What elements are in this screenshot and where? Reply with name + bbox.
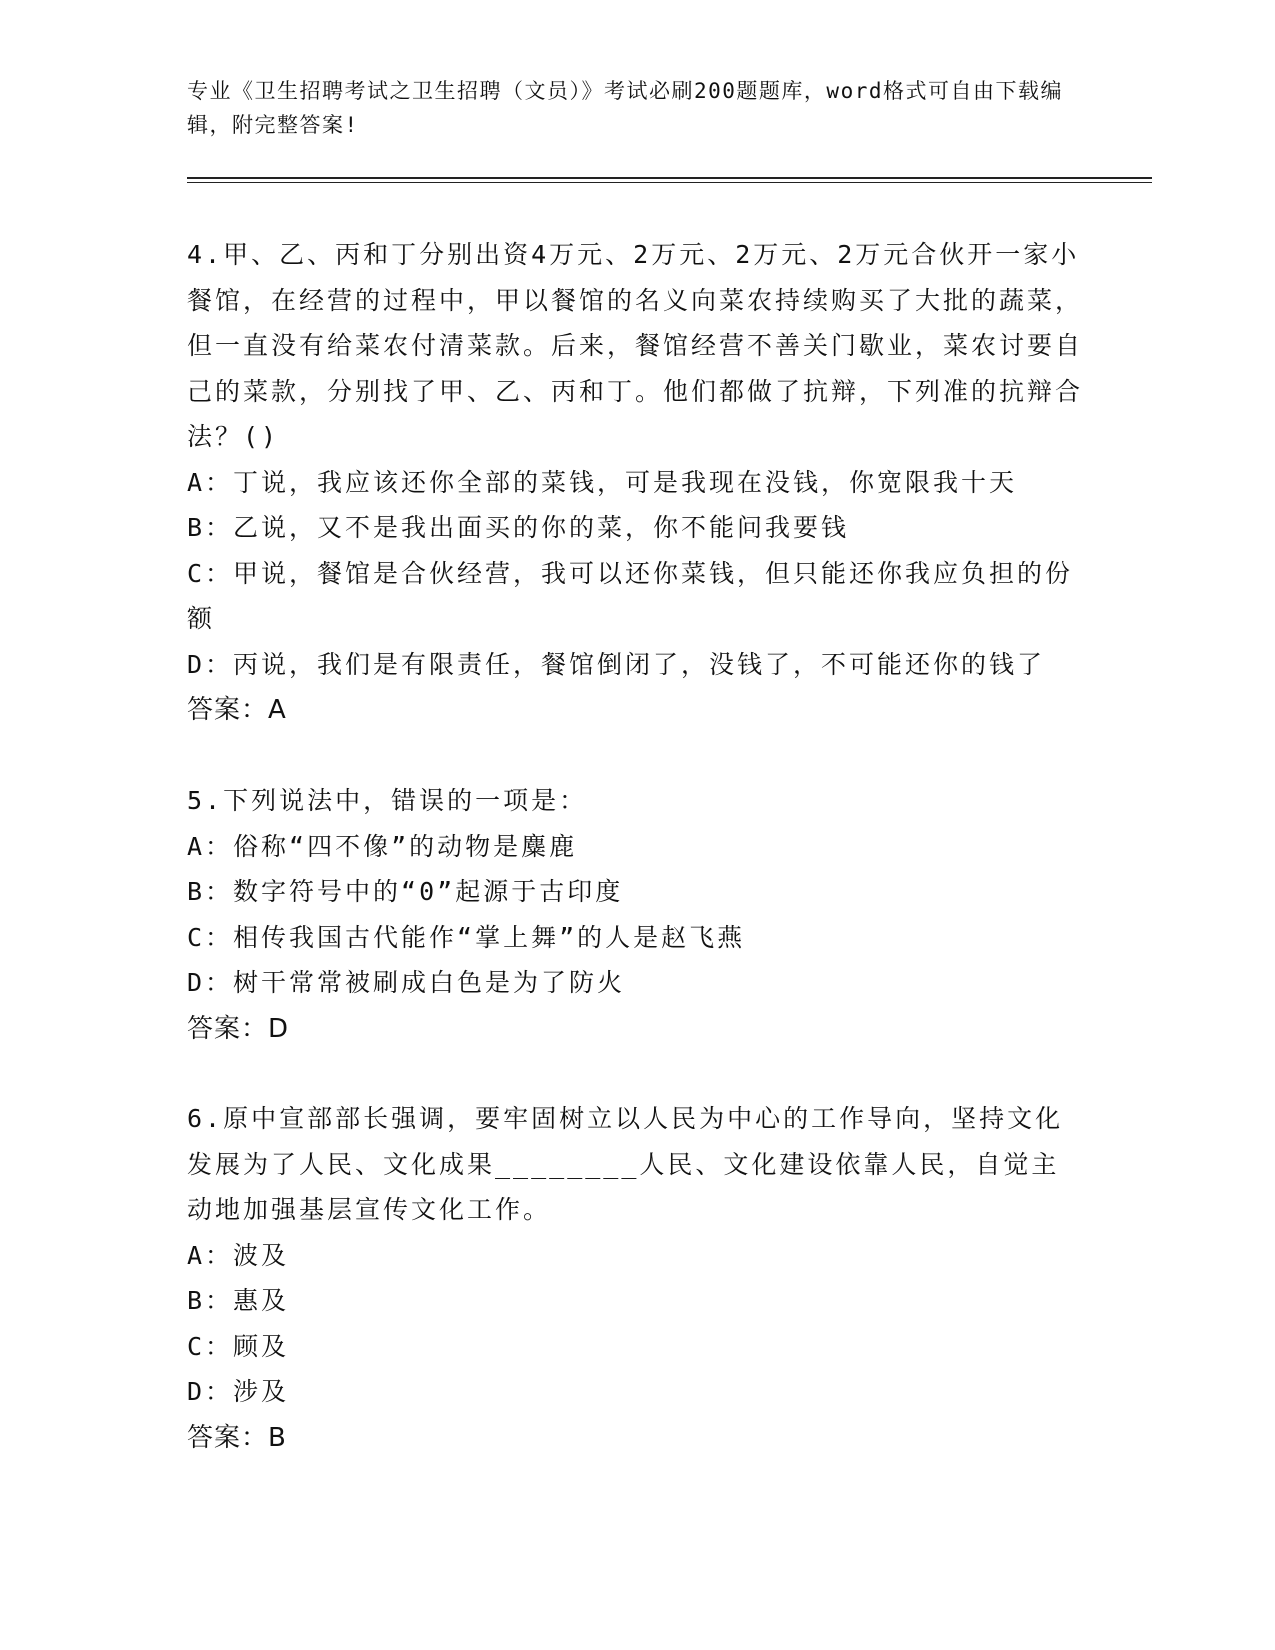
- option-c: C：相传我国古代能作“掌上舞”的人是赵飞燕: [187, 922, 746, 952]
- option-c: C：顾及: [187, 1331, 290, 1361]
- question-stem: 4.甲、乙、丙和丁分别出资4万元、2万元、2万元、2万元合伙开一家小餐馆，在经营的过程中，甲以餐馆的名义向菜农持续购买了大批的蔬菜，但一直没有给菜农付清菜款。后来，餐馆经营不善关门歇业，菜农讨要自己的菜款，分别找了甲、乙、丙和丁。他们都做了抗辩，下列准的抗辩合法？(): [187, 240, 1084, 451]
- answer: 答案：A: [187, 695, 287, 725]
- option-c: C：甲说，餐馆是合伙经营，我可以还你菜钱，但只能还你我应负担的份额: [187, 558, 1074, 633]
- option-b: B：惠及: [187, 1286, 290, 1315]
- answer: 答案：B: [187, 1422, 287, 1453]
- header-title: 专业《卫生招聘考试之卫生招聘（文员）》考试必刷200题题库，word格式可自由下载编辑，附完整答案!: [187, 79, 1063, 137]
- option-d: D：丙说，我们是有限责任，餐馆倒闭了，没钱了，不可能还你的钱了: [187, 649, 1046, 679]
- option-d: D：涉及: [187, 1377, 290, 1406]
- question-6: [187, 1096, 1087, 1461]
- option-d: D：树干常常被刷成白色是为了防火: [187, 968, 626, 997]
- answer: 答案：D: [187, 1013, 290, 1044]
- question-stem: 6.原中宣部部长强调，要牢固树立以人民为中心的工作导向，坚持文化发展为了人民、文化成果________人民、文化建设依靠人民，自觉主动地加强基层宣传文化工作。: [187, 1104, 1064, 1224]
- question-4: [187, 232, 1087, 733]
- header-divider-thick: [187, 177, 1152, 179]
- option-b: B：数字符号中的“0”起源于古印度: [187, 877, 624, 906]
- header-divider-thin: [187, 182, 1152, 183]
- document-header: [187, 74, 1067, 142]
- option-a: A：俗称“四不像”的动物是麋鹿: [187, 831, 578, 861]
- option-b: B：乙说，又不是我出面买的你的菜，你不能问我要钱: [187, 513, 850, 542]
- question-stem: 5.下列说法中，错误的一项是：: [187, 786, 588, 815]
- option-a: A：丁说，我应该还你全部的菜钱，可是我现在没钱，你宽限我十天: [187, 467, 1018, 497]
- option-a: A：波及: [187, 1240, 290, 1270]
- question-5: [187, 778, 1087, 1052]
